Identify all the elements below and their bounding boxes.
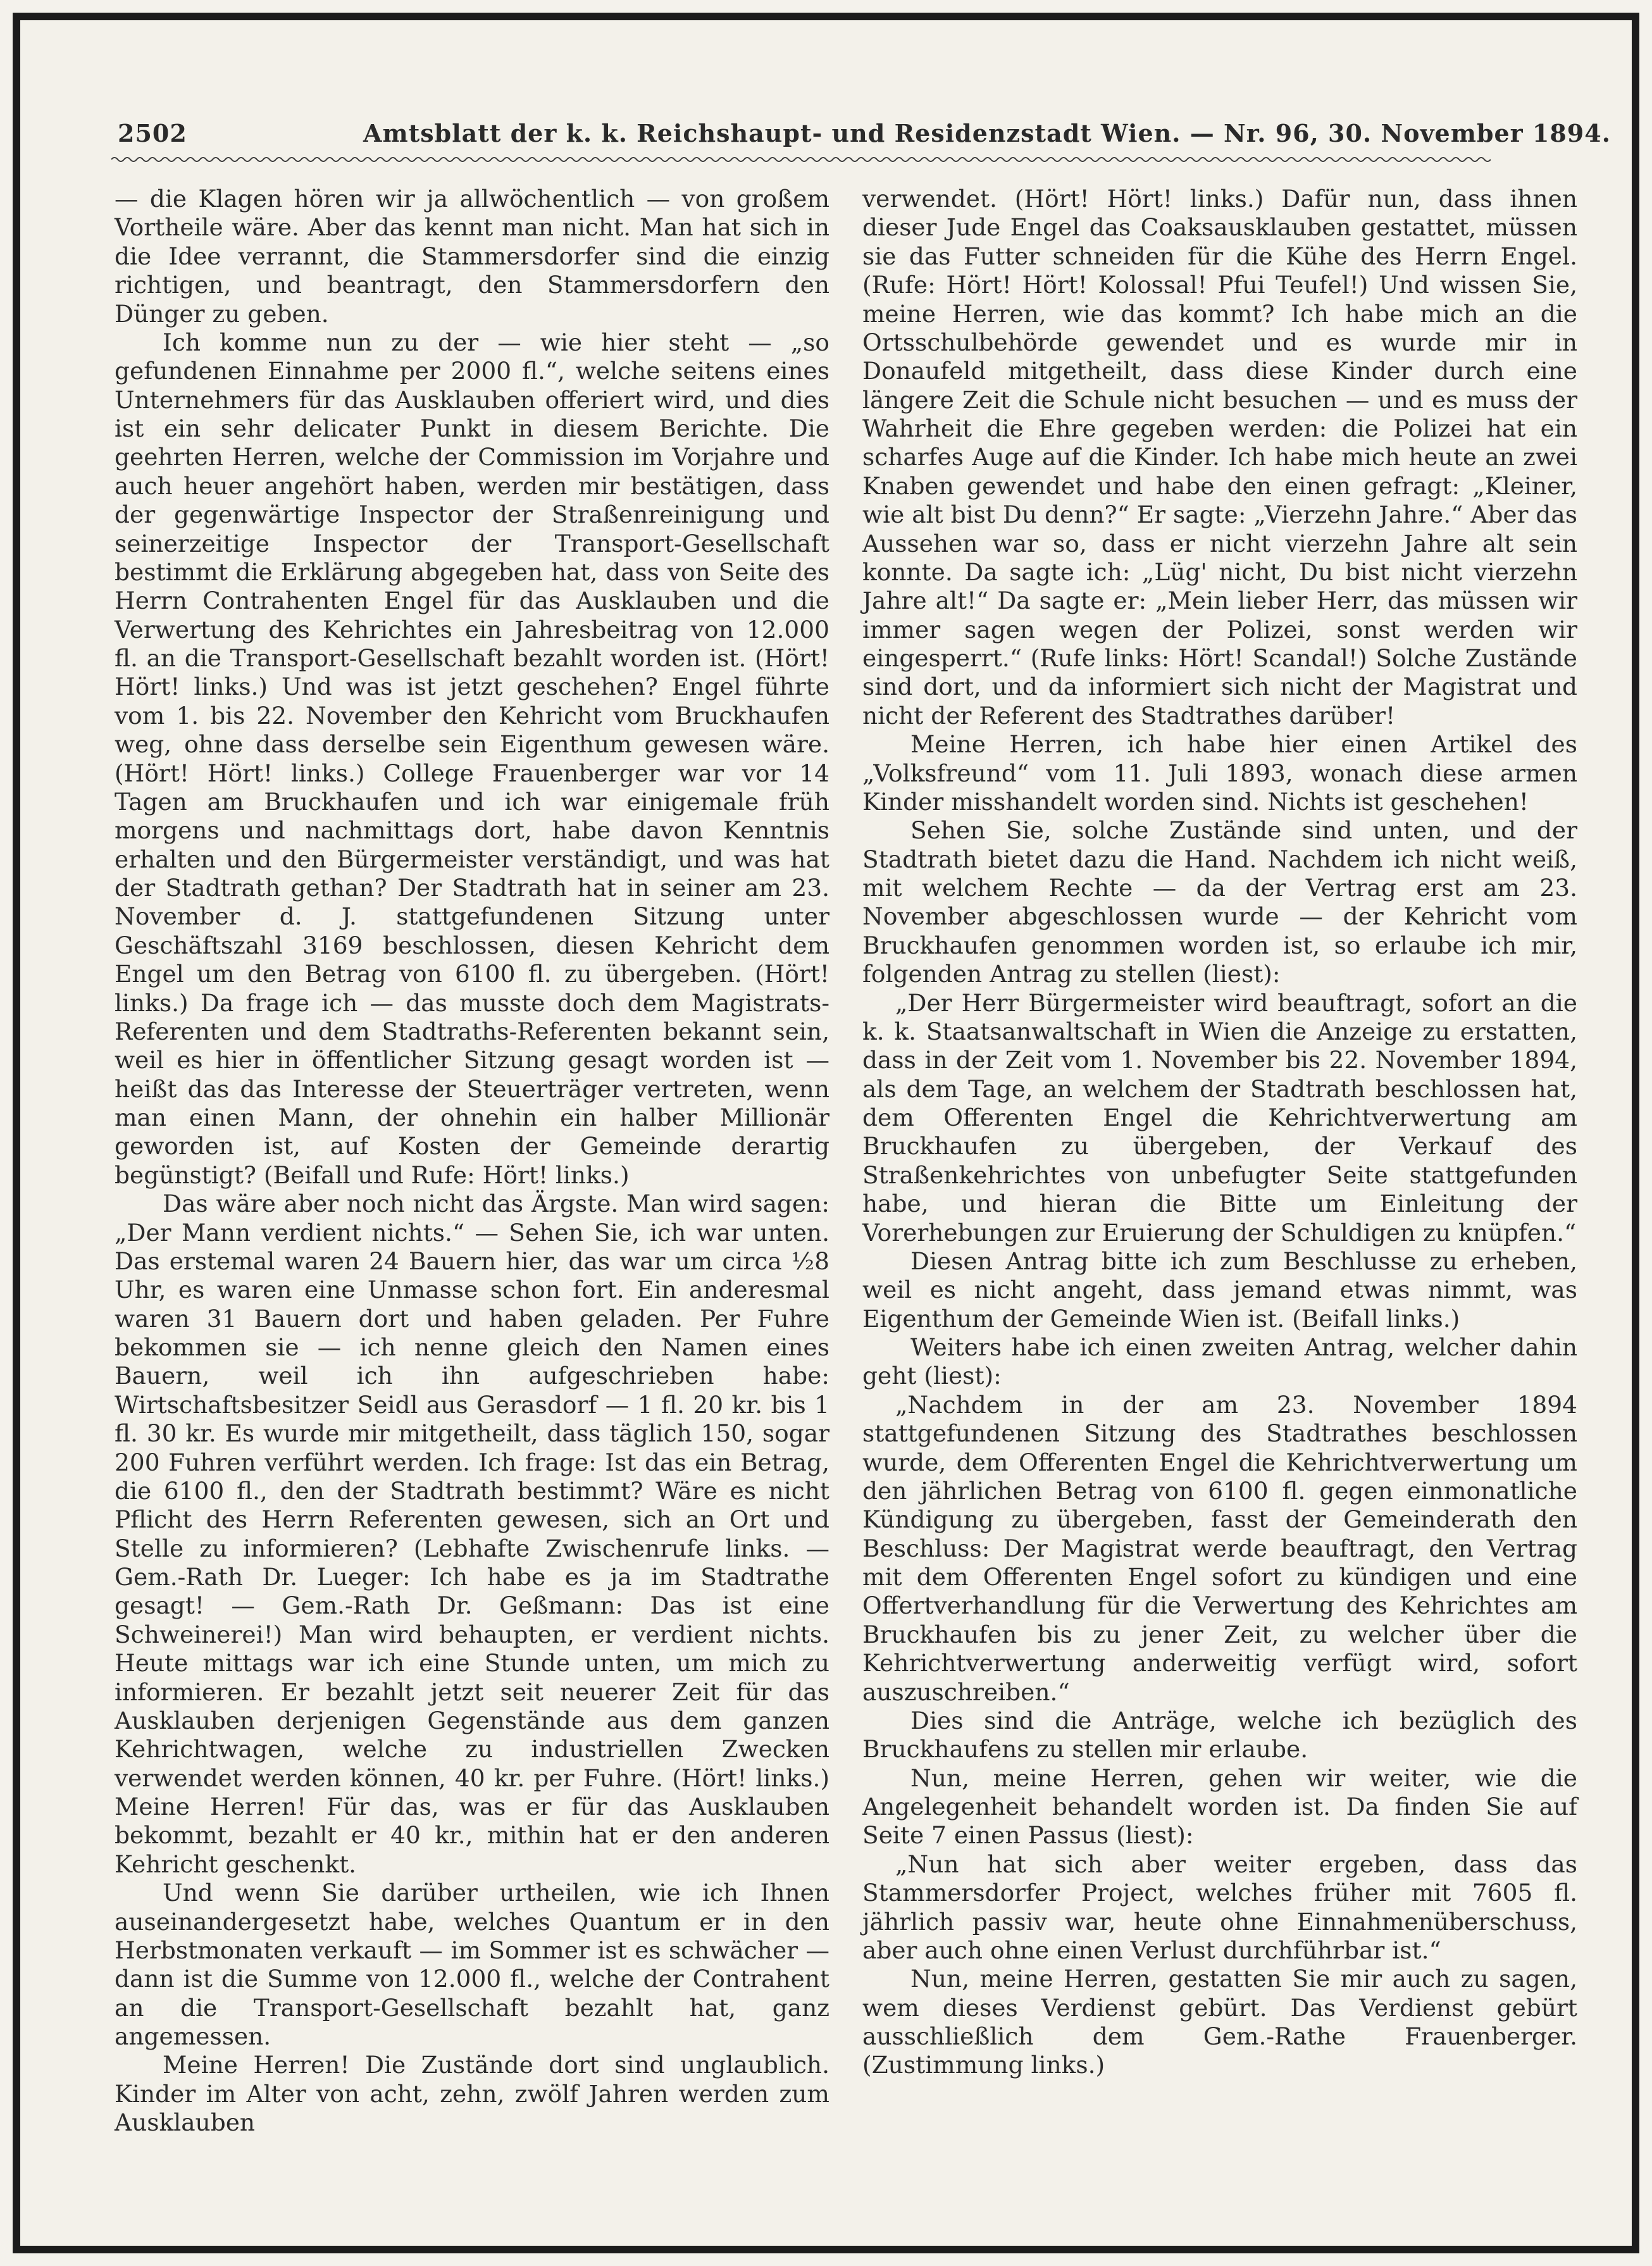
paragraph: Diesen Antrag bitte ich zum Beschlusse zu erheben, weil es nicht angeht, dass jemand etwas nimmt, was Eigenthum der Gemeinde Wien ist. (Beifall links.): [862, 1247, 1577, 1333]
masthead-title: Amtsblatt der k. k. Reichshaupt- und Residenzstadt Wien. — Nr. 96, 30. November 1894.: [363, 119, 1611, 147]
quoted-report-passage: „Nun hat sich aber weiter ergeben, dass das Stammersdorfer Project, welches früher mit 7605 fl. jährlich passiv war, heute ohne Einnahmenüberschuss, aber auch ohne einen Verlust durchführbar ist.“: [862, 1850, 1577, 1964]
paragraph: — die Klagen hören wir ja allwöchentlich — von großem Vortheile wäre. Aber das kennt man nicht. Man hat sich in die Idee verrannt, die Stammersdorfer sind die einzig richtigen, und beantragt, den Stammersdorfern den Dünger zu geben.: [115, 185, 829, 328]
paragraph: Das wäre aber noch nicht das Ärgste. Man wird sagen: „Der Mann verdient nichts.“ — Sehen Sie, ich war unten. Das erstemal waren 24 Bauern hier, das war um circa ½8 Uhr, es waren eine Unmasse schon fort. Ein anderesmal waren 31 Bauern dort und haben geladen. Per Fuhre bekommen sie — ich nenne gleich den Namen eines Bauern, weil ich ihn aufgeschrieben habe: Wirtschaftsbesitzer Seidl aus Gerasdorf — 1 fl. 20 kr. bis 1 fl. 30 kr. Es wurde mir mitgetheilt, dass täglich 150, sogar 200 Fuhren verführt werden. Ich frage: Ist das ein Betrag, die 6100 fl., den der Stadtrath bestimmt? Wäre es nicht Pflicht des Herrn Referenten gewesen, sich an Ort und Stelle zu informieren? (Lebhafte Zwischenrufe links. — Gem.-Rath Dr. Lueger: Ich habe es ja im Stadtrathe gesagt! — Gem.-Rath Dr. Geßmann: Das ist eine Schweinerei!) Man wird behaupten, er verdient nichts. Heute mittags war ich eine Stunde unten, um mich zu informieren. Er bezahlt jetzt seit neuerer Zeit für das Ausklauben derjenigen Gegenstände aus dem ganzen Kehrichtwagen, welche zu industriellen Zwecken verwendet werden können, 40 kr. per Fuhre. (Hört! links.) Meine Herren! Für das, was er für das Ausklauben bekommt, bezahlt er 40 kr., mithin hat er den anderen Kehricht geschenkt.: [115, 1190, 829, 1878]
quoted-motion: „Der Herr Bürgermeister wird beauftragt, sofort an die k. k. Staatsanwaltschaft in Wien die Anzeige zu erstatten, dass in der Zeit vom 1. November bis 22. November 1894, als dem Tage, an welchem der Stadtrath beschlossen hat, dem Offerenten Engel die Kehrichtverwertung am Bruckhaufen zu übergeben, der Verkauf des Straßenkehrichtes von unbefugter Seite stattgefunden habe, und hieran die Bitte um Einleitung der Vorerhebungen zur Eruierung der Schuldigen zu knüpfen.“: [862, 988, 1577, 1247]
page-header: [108, 115, 1611, 153]
paragraph: Nun, meine Herren, gestatten Sie mir auch zu sagen, wem dieses Verdienst gebürt. Das Verdienst gebürt ausschließlich dem Gem.-Rathe Frauenberger. (Zustimmung links.): [862, 1965, 1577, 2079]
right-text-column: [862, 185, 1577, 2080]
paragraph: Nun, meine Herren, gehen wir weiter, wie die Angelegenheit behandelt worden ist. Da finden Sie auf Seite 7 einen Passus (liest):: [862, 1764, 1577, 1850]
paragraph: Und wenn Sie darüber urtheilen, wie ich Ihnen auseinandergesetzt habe, welches Quantum er in den Herbstmonaten verkauft — im Sommer ist es schwächer — dann ist die Summe von 12.000 fl., welche der Contrahent an die Transport-Gesellschaft bezahlt hat, ganz angemessen.: [115, 1879, 829, 2050]
paragraph: Meine Herren! Die Zustände dort sind unglaublich. Kinder im Alter von acht, zehn, zwölf Jahren werden zum Ausklauben: [115, 2051, 829, 2137]
wavy-rule-divider: [111, 155, 1491, 164]
paragraph: verwendet. (Hört! Hört! links.) Dafür nun, dass ihnen dieser Jude Engel das Coaksausklauben gestattet, müssen sie das Futter schneiden für die Kühe des Herrn Engel. (Rufe: Hört! Hört! Kolossal! Pfui Teufel!) Und wissen Sie, meine Herren, wie das kommt? Ich habe mich an die Ortsschulbehörde gewendet und es wurde mir in Donaufeld mitgetheilt, dass diese Kinder durch eine längere Zeit die Schule nicht besuchen — und es muss der Wahrheit die Ehre gegeben werden: die Polizei hat ein scharfes Auge auf die Kinder. Ich habe mich heute an zwei Knaben gewendet und habe den einen gefragt: „Kleiner, wie alt bist Du denn?“ Er sagte: „Vierzehn Jahre.“ Aber das Aussehen war so, dass er nicht vierzehn Jahre alt sein konnte. Da sagte ich: „Lüg' nicht, Du bist nicht vierzehn Jahre alt!“ Da sagte er: „Mein lieber Herr, das müssen wir immer sagen wegen der Polizei, sonst werden wir eingesperrt.“ (Rufe links: Hört! Scandal!) Solche Zustände sind dort, und da informiert sich nicht der Magistrat und nicht der Referent des Stadtrathes darüber!: [862, 185, 1577, 730]
paragraph: Dies sind die Anträge, welche ich bezüglich des Bruckhaufens zu stellen mir erlaube.: [862, 1706, 1577, 1764]
quoted-motion: „Nachdem in der am 23. November 1894 stattgefundenen Sitzung des Stadtrathes beschlossen wurde, dem Offerenten Engel die Kehrichtverwertung um den jährlichen Betrag von 6100 fl. gegen einmonatliche Kündigung zu übergeben, fasst der Gemeinderath den Beschluss: Der Magistrat werde beauftragt, den Vertrag mit dem Offerenten Engel sofort zu kündigen und eine Offertverhandlung für die Verwertung des Kehrichtes am Bruckhaufen bis zu jener Zeit, zu welcher über die Kehrichtverwertung anderweitig verfügt wird, sofort auszuschreiben.“: [862, 1390, 1577, 1706]
paragraph: Weiters habe ich einen zweiten Antrag, welcher dahin geht (liest):: [862, 1333, 1577, 1390]
paragraph: Sehen Sie, solche Zustände sind unten, und der Stadtrath bietet dazu die Hand. Nachdem ich nicht weiß, mit welchem Rechte — da der Vertrag erst am 23. November abgeschlossen wurde — der Kehricht vom Bruckhaufen genommen worden ist, so erlaube ich mir, folgenden Antrag zu stellen (liest):: [862, 816, 1577, 988]
left-text-column: [115, 185, 829, 2138]
page-number: 2502: [118, 119, 187, 147]
paragraph: Ich komme nun zu der — wie hier steht — „so gefundenen Einnahme per 2000 fl.“, welche seitens eines Unternehmers für das Ausklauben offeriert wird, und dies ist ein sehr delicater Punkt in diesem Berichte. Die geehrten Herren, welche der Commission im Vorjahre und auch heuer angehört haben, werden mir bestätigen, dass der gegenwärtige Inspector der Straßenreinigung und seinerzeitige Inspector der Transport-Gesellschaft bestimmt die Erklärung abgegeben hat, dass von Seite des Herrn Contrahenten Engel für das Ausklauben und die Verwertung des Kehrichtes ein Jahresbeitrag von 12.000 fl. an die Transport-Gesellschaft bezahlt worden ist. (Hört! Hört! links.) Und was ist jetzt geschehen? Engel führte vom 1. bis 22. November den Kehricht vom Bruckhaufen weg, ohne dass derselbe sein Eigenthum gewesen wäre. (Hört! Hört! links.) College Frauenberger war vor 14 Tagen am Bruckhaufen und ich war einigemale früh morgens und nachmittags dort, habe davon Kenntnis erhalten und den Bürgermeister verständigt, und was hat der Stadtrath gethan? Der Stadtrath hat in seiner am 23. November d. J. stattgefundenen Sitzung unter Geschäftszahl 3169 beschlossen, diesen Kehricht dem Engel um den Betrag von 6100 fl. zu übergeben. (Hört! links.) Da frage ich — das musste doch dem Magistrats-Referenten und dem Stadtraths-Referenten bekannt sein, weil es hier in öffentlicher Sitzung gesagt worden ist — heißt das das Interesse der Steuerträger vertreten, wenn man einen Mann, der ohnehin ein halber Millionär geworden ist, auf Kosten der Gemeinde derartig begünstigt? (Beifall und Rufe: Hört! links.): [115, 328, 829, 1189]
paragraph: Meine Herren, ich habe hier einen Artikel des „Volksfreund“ vom 11. Juli 1893, wonach diese armen Kinder misshandelt worden sind. Nichts ist geschehen!: [862, 730, 1577, 816]
